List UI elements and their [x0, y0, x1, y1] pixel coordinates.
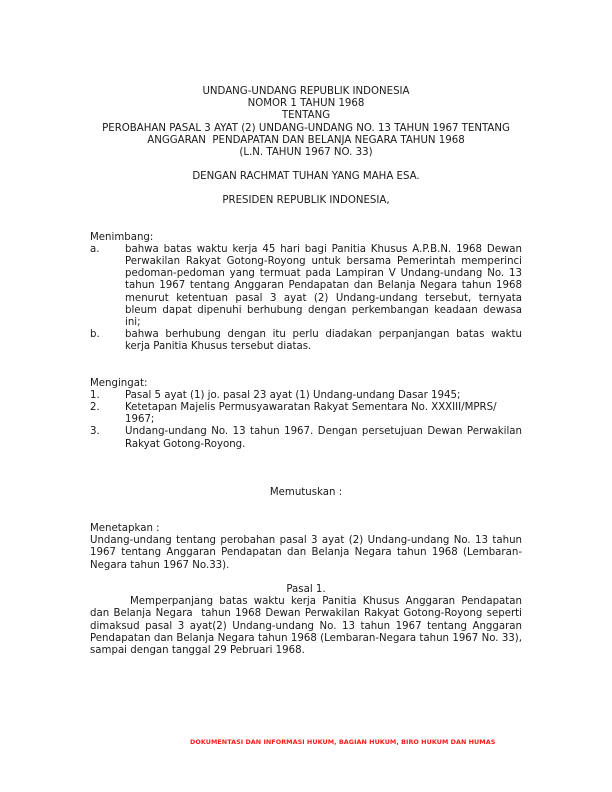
menetapkan-label: Menetapkan :: [90, 523, 160, 535]
list-marker: 2.: [90, 402, 100, 414]
list-text: Undang-undang No. 13 tahun 1967. Dengan persetujuan Dewan Perwakilan Rakyat Gotong-Royong.: [125, 426, 522, 450]
list-marker: 3.: [90, 426, 100, 438]
header-line: PEROBAHAN PASAL 3 AYAT (2) UNDANG-UNDANG NO. 13 TAHUN 1967 TENTANG: [102, 122, 510, 134]
mengingat-label: Mengingat:: [90, 377, 148, 389]
mengingat-list: [90, 390, 522, 451]
list-item: [90, 244, 522, 329]
list-marker: 1.: [90, 389, 100, 401]
list-item: [90, 402, 522, 426]
menimbang-label: Menimbang:: [90, 231, 154, 243]
menimbang-list: [90, 244, 522, 354]
list-text: bahwa berhubung dengan itu perlu diadakan perpanjangan batas waktu kerja Panitia Khusus tersebut diatas.: [125, 329, 522, 353]
document-header: [90, 86, 522, 159]
list-text: Pasal 5 ayat (1) jo. pasal 23 ayat (1) Undang-undang Dasar 1945;: [125, 389, 461, 401]
invocation: DENGAN RACHMAT TUHAN YANG MAHA ESA.: [192, 171, 420, 183]
pasal-1-text: Memperpanjang batas waktu kerja Panitia Khusus Anggaran Pendapatan dan Belanja Negara tahun 1968 Dewan Perwakilan Rakyat Gotong-Royong seperti dimaksud pasal 3 ayat(2) Undang-undang No. 13 tahun 1967 tentang Anggaran Pendapatan dan Belanja Negara tahun 1968 (Lembaran-Negara tahun 1967 No. 33), sampai dengan tanggal 29 Pebruari 1968.: [90, 596, 526, 656]
president-title: PRESIDEN REPUBLIK INDONESIA,: [222, 195, 390, 207]
list-item: [90, 426, 522, 450]
menetapkan-text: Undang-undang tentang perobahan pasal 3 ayat (2) Undang-undang No. 13 tahun 1967 tentang Anggaran Pendapatan dan Belanja Negara tahun 1968 (Lembaran-Negara tahun 1967 No.33).: [90, 535, 522, 571]
pasal-1-title: Pasal 1.: [286, 583, 326, 595]
footer-credit: DOKUMENTASI DAN INFORMASI HUKUM, BAGIAN HUKUM, BIRO HUKUM DAN HUMAS: [190, 738, 496, 746]
memutuskan-heading: Memutuskan :: [269, 486, 343, 498]
list-marker: b.: [90, 329, 100, 341]
list-text: Ketetapan Majelis Permusyawaratan Rakyat Sementara No. XXXIII/MPRS/ 1967;: [125, 402, 497, 426]
list-item: [90, 390, 522, 402]
header-line: UNDANG-UNDANG REPUBLIK INDONESIA: [202, 86, 410, 97]
list-text: bahwa batas waktu kerja 45 hari bagi Panitia Khusus A.P.B.N. 1968 Dewan Perwakilan Rakyat Gotong-Royong untuk bersama Pemerintah memperinci pedoman-pedoman yang termuat pada Lampiran V Undang-undang No. 13 tahun 1967 tentang Anggaran Pendapatan dan Belanja Negara tahun 1968 menurut ketentuan pasal 3 ayat (2) Undang-undang tersebut, ternyata bleum dapat dipenuhi berhubung dengan perkembangan keadaan dewasa ini;: [125, 243, 522, 329]
header-line: NOMOR 1 TAHUN 1968: [247, 98, 365, 110]
header-line: TENTANG: [281, 110, 331, 122]
list-item: [90, 329, 522, 353]
header-line: ANGGARAN PENDAPATAN DAN BELANJA NEGARA TAHUN 1968: [147, 134, 465, 146]
list-marker: a.: [90, 243, 100, 255]
header-line: (L.N. TAHUN 1967 NO. 33): [239, 147, 373, 159]
document-page: [90, 86, 526, 657]
